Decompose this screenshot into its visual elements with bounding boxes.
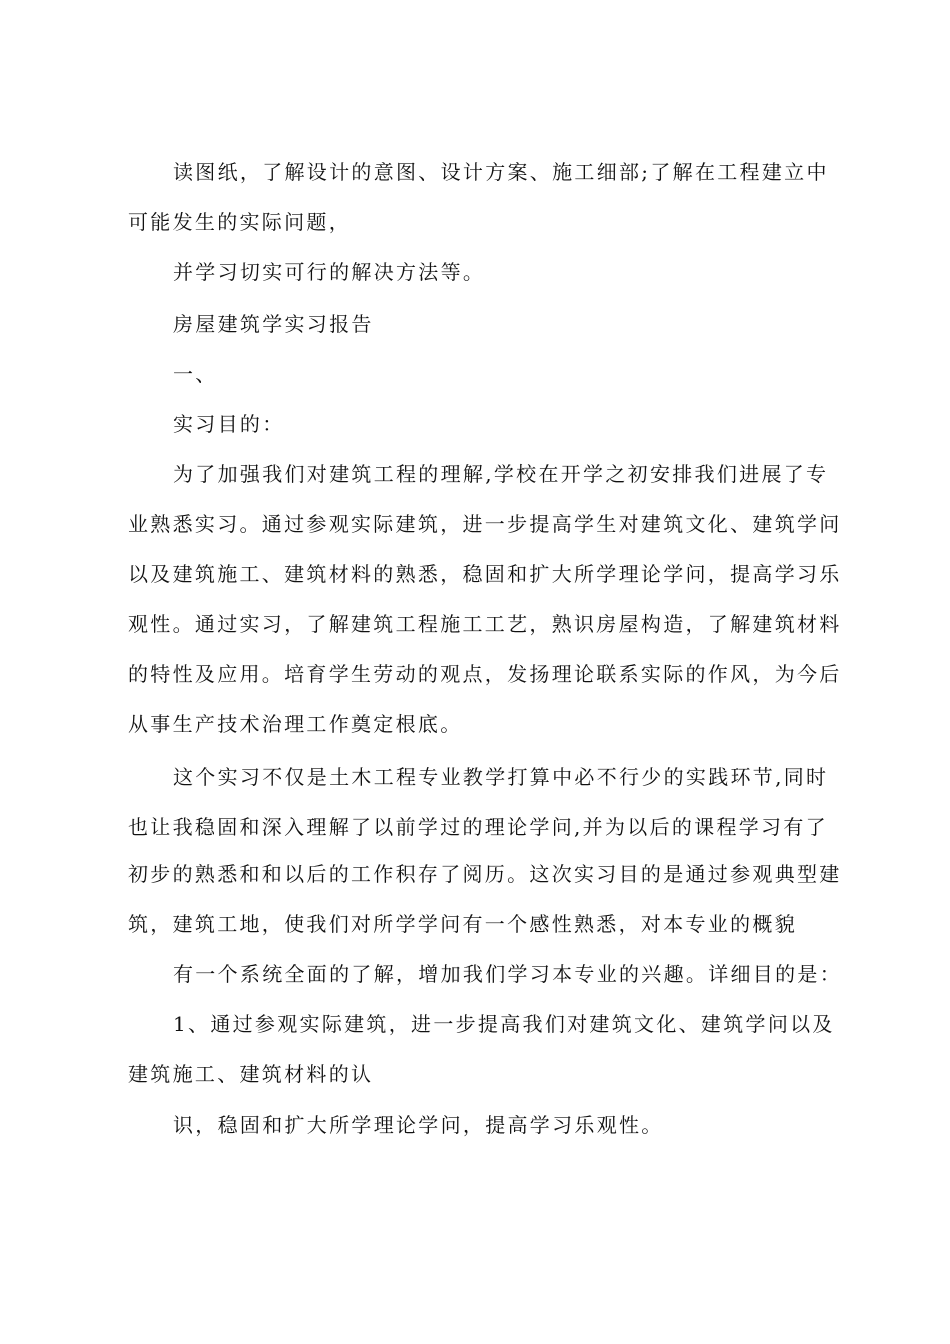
text-line: 可能发生的实际问题， bbox=[128, 210, 351, 234]
section-number: 一、 bbox=[173, 362, 218, 386]
text-line: 建筑施工、建筑材料的认 bbox=[128, 1062, 374, 1086]
text-line: 并学习切实可行的解决方法等。 bbox=[173, 260, 486, 284]
text-line: 筑，建筑工地，使我们对所学学问有一个感性熟悉，对本专业的概貌 bbox=[128, 912, 797, 936]
section-heading: 房屋建筑学实习报告 bbox=[173, 312, 374, 336]
list-item: 1、通过参观实际建筑，进一步提高我们对建筑文化、建筑学问以及 bbox=[173, 1012, 835, 1036]
text-line: 识，稳固和扩大所学理论学问，提高学习乐观性。 bbox=[173, 1113, 664, 1137]
text-line: 为了加强我们对建筑工程的理解,学校在开学之初安排我们进展了专 bbox=[173, 462, 829, 486]
text-line: 有一个系统全面的了解，增加我们学习本专业的兴趣。详细目的是： bbox=[173, 962, 842, 986]
text-line: 观性。通过实习，了解建筑工程施工工艺，熟识房屋构造，了解建筑材料 bbox=[128, 612, 842, 636]
text-line: 以及建筑施工、建筑材料的熟悉，稳固和扩大所学理论学问，提高学习乐 bbox=[128, 562, 842, 586]
text-line: 从事生产技术治理工作奠定根底。 bbox=[128, 712, 463, 736]
subsection-heading: 实习目的： bbox=[173, 412, 285, 436]
text-line: 业熟悉实习。通过参观实际建筑，进一步提高学生对建筑文化、建筑学问 bbox=[128, 512, 842, 536]
text-line: 也让我稳固和深入理解了以前学过的理论学问,并为以后的课程学习有了 bbox=[128, 815, 828, 839]
text-line: 读图纸，了解设计的意图、设计方案、施工细部;了解在工程建立中 bbox=[173, 160, 829, 184]
text-line: 这个实习不仅是土木工程专业教学打算中必不行少的实践环节,同时 bbox=[173, 765, 829, 789]
text-line: 初步的熟悉和和以后的工作积存了阅历。这次实习目的是通过参观典型建 bbox=[128, 862, 842, 886]
text-line: 的特性及应用。培育学生劳动的观点，发扬理论联系实际的作风，为今后 bbox=[128, 662, 842, 686]
